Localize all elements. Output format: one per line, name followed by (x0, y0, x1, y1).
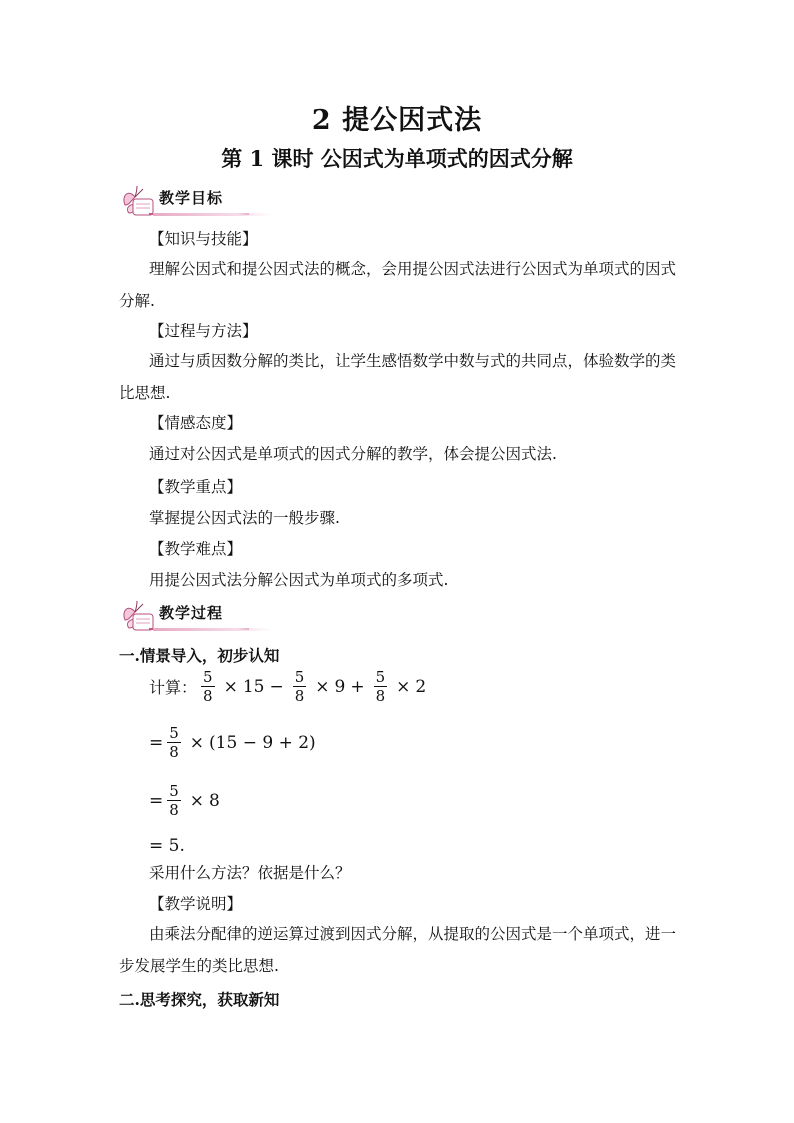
banner-accent (153, 213, 273, 216)
process-banner (119, 598, 259, 638)
times-symbol: × (223, 676, 238, 697)
fraction-numerator: 5 (203, 668, 213, 686)
math-expression-2 (149, 724, 316, 761)
emotion-heading: 【情感态度】 (149, 414, 243, 432)
plus-symbol: + (350, 676, 365, 697)
paren-expression: (15 − 9 + 2) (209, 732, 316, 753)
number: 2 (415, 676, 427, 697)
goals-banner (119, 183, 259, 223)
fraction-denominator: 8 (375, 687, 386, 705)
calc-label: 计算： (149, 678, 198, 697)
lesson-subtitle: 第 1 课时 公因式为单项式的因式分解 (221, 146, 573, 171)
times-symbol: × (396, 676, 411, 697)
fraction (374, 668, 388, 705)
process-banner-label: 教学过程 (159, 604, 224, 622)
times-symbol: × (315, 676, 330, 697)
page-title: 2 提公因式法 (311, 105, 483, 136)
math-expression-1 (149, 668, 426, 705)
note-text: 由乘法分配律的逆运算过渡到因式分解，从提取的公因式是一个单项式，进一步发展学生的类比思想. (119, 925, 677, 975)
number: 9 (334, 676, 346, 697)
equals-symbol: = (149, 732, 164, 753)
fraction (293, 668, 307, 705)
method-text: 通过与质因数分解的类比，让学生感悟数学中数与式的共同点，体验数学的类比思想. (119, 352, 677, 402)
fraction-denominator: 8 (203, 687, 213, 705)
fraction (167, 724, 181, 761)
question-text: 采用什么方法？依据是什么？ (149, 864, 351, 882)
fraction-denominator: 8 (169, 801, 179, 819)
note-heading: 【教学说明】 (149, 895, 243, 913)
equals-symbol: = (149, 790, 164, 811)
number: 8 (209, 790, 220, 811)
emotion-text: 通过对公因式是单项式的因式分解的教学，体会提公因式法. (149, 445, 557, 463)
difficulty-text: 用提公因式法分解公因式为单项式的多项式. (149, 571, 449, 589)
fraction-denominator: 8 (294, 687, 305, 705)
method-heading: 【过程与方法】 (149, 322, 258, 340)
fraction (167, 782, 181, 819)
math-result: = 5. (149, 836, 185, 856)
fraction-numerator: 5 (169, 782, 179, 800)
key-point-text: 掌握提公因式法的一般步骤. (149, 509, 340, 527)
times-symbol: × (189, 790, 205, 811)
section-heading-2: 二.思考探究，获取新知 (119, 990, 280, 1009)
fraction-numerator: 5 (169, 724, 179, 742)
section-heading-1: 一.情景导入，初步认知 (119, 646, 280, 665)
fraction (201, 668, 215, 705)
difficulty-heading: 【教学难点】 (149, 540, 243, 558)
fraction-numerator: 5 (375, 668, 386, 686)
banner-accent (153, 628, 273, 631)
fraction-numerator: 5 (294, 668, 305, 686)
knowledge-heading: 【知识与技能】 (149, 230, 258, 248)
knowledge-text: 理解公因式和提公因式法的概念，会用提公因式法进行公因式为单项式的因式分解. (119, 260, 677, 310)
times-symbol: × (189, 732, 205, 753)
math-expression-3 (149, 782, 220, 819)
key-point-heading: 【教学重点】 (149, 478, 243, 496)
minus-symbol: − (269, 676, 284, 697)
number: 15 (242, 676, 265, 697)
fraction-denominator: 8 (169, 743, 179, 761)
goals-banner-label: 教学目标 (159, 189, 224, 207)
